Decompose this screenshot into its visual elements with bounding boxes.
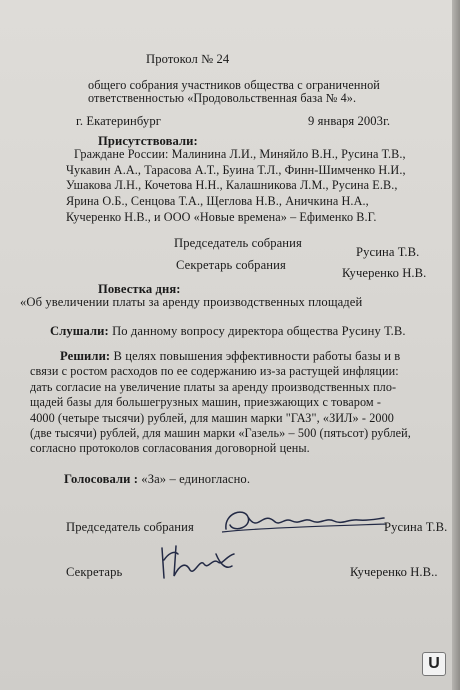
present-heading: Присутствовали: — [98, 134, 198, 148]
decided-label: Решили: — [60, 349, 111, 363]
sign-chairman-label: Председатель собрания — [66, 520, 194, 534]
page-edge — [452, 0, 460, 690]
vote-label: Голосовали : — [64, 472, 139, 486]
protocol-title: Протокол № 24 — [146, 52, 230, 66]
vote-text: «За» – единогласно. — [141, 472, 251, 486]
present-line: Ушакова Л.Н., Кочетова Н.Н., Калашникова Л.М., Русина Е.В., — [66, 178, 398, 192]
sign-secretary-label: Секретарь — [66, 565, 123, 579]
city: г. Екатеринбург — [76, 114, 161, 128]
present-line: Чукавин А.А., Тарасова А.Т., Буина Т.Л., Финн-Шимченко Н.И., — [66, 163, 406, 177]
present-line: Ярина О.Б., Сенцова Т.А., Щеглова Н.В., Аничкина Н.А., — [66, 194, 369, 208]
document-date: 9 января 2003г. — [308, 114, 391, 128]
decided-line: связи с ростом расходов по ее содержанию из-за растущей инфляции: — [30, 364, 399, 378]
heard-row — [50, 324, 406, 339]
chairman-signature — [218, 503, 388, 539]
chairman-label: Председатель собрания — [174, 236, 302, 250]
decided-line: согласно протоколов согласования договорной цены. — [30, 441, 310, 455]
subtitle-line-2: ответственностью «Продовольственная база № 4». — [88, 91, 357, 105]
agenda-text: «Об увеличении платы за аренду производственных площадей — [20, 295, 363, 309]
agenda-heading: Повестка дня: — [98, 282, 181, 296]
decided-line: 4000 (четыре тысячи) рублей, для машин марки "ГАЗ", «ЗИЛ» - 2000 — [30, 411, 394, 425]
decided-line: (две тысячи) рублей, для машин марки «Газель» – 500 (пятьсот) рублей, — [30, 426, 411, 440]
sign-chairman-name: Русина Т.В. — [384, 520, 448, 534]
subtitle-line-1: общего собрания участников общества с ограниченной — [88, 78, 380, 92]
decided-line: В целях повышения эффективности работы базы и в — [113, 349, 401, 363]
secretary-signature — [156, 540, 248, 586]
secretary-label: Секретарь собрания — [176, 258, 286, 272]
watermark-logo: U — [422, 652, 446, 676]
vote-row — [64, 472, 250, 487]
heard-text: По данному вопросу директора общества Русину Т.В. — [112, 324, 406, 338]
decided-line: дать согласие на увеличение платы за аренду производственных пло- — [30, 380, 397, 394]
present-line: Кучеренко Н.В., и ООО «Новые времена» – Ефименко В.Г. — [66, 210, 377, 224]
sign-secretary-name: Кучеренко Н.В.. — [350, 565, 438, 579]
chairman-name: Русина Т.В. — [356, 245, 420, 259]
heard-label: Слушали: — [50, 324, 109, 338]
secretary-name: Кучеренко Н.В. — [342, 266, 427, 280]
decided-row — [60, 349, 400, 364]
decided-line: щадей базы для большегрузных машин, приезжающих с товаром - — [30, 395, 382, 409]
present-line: Граждане России: Малинина Л.И., Миняйло В.Н., Русина Т.В., — [74, 147, 406, 161]
